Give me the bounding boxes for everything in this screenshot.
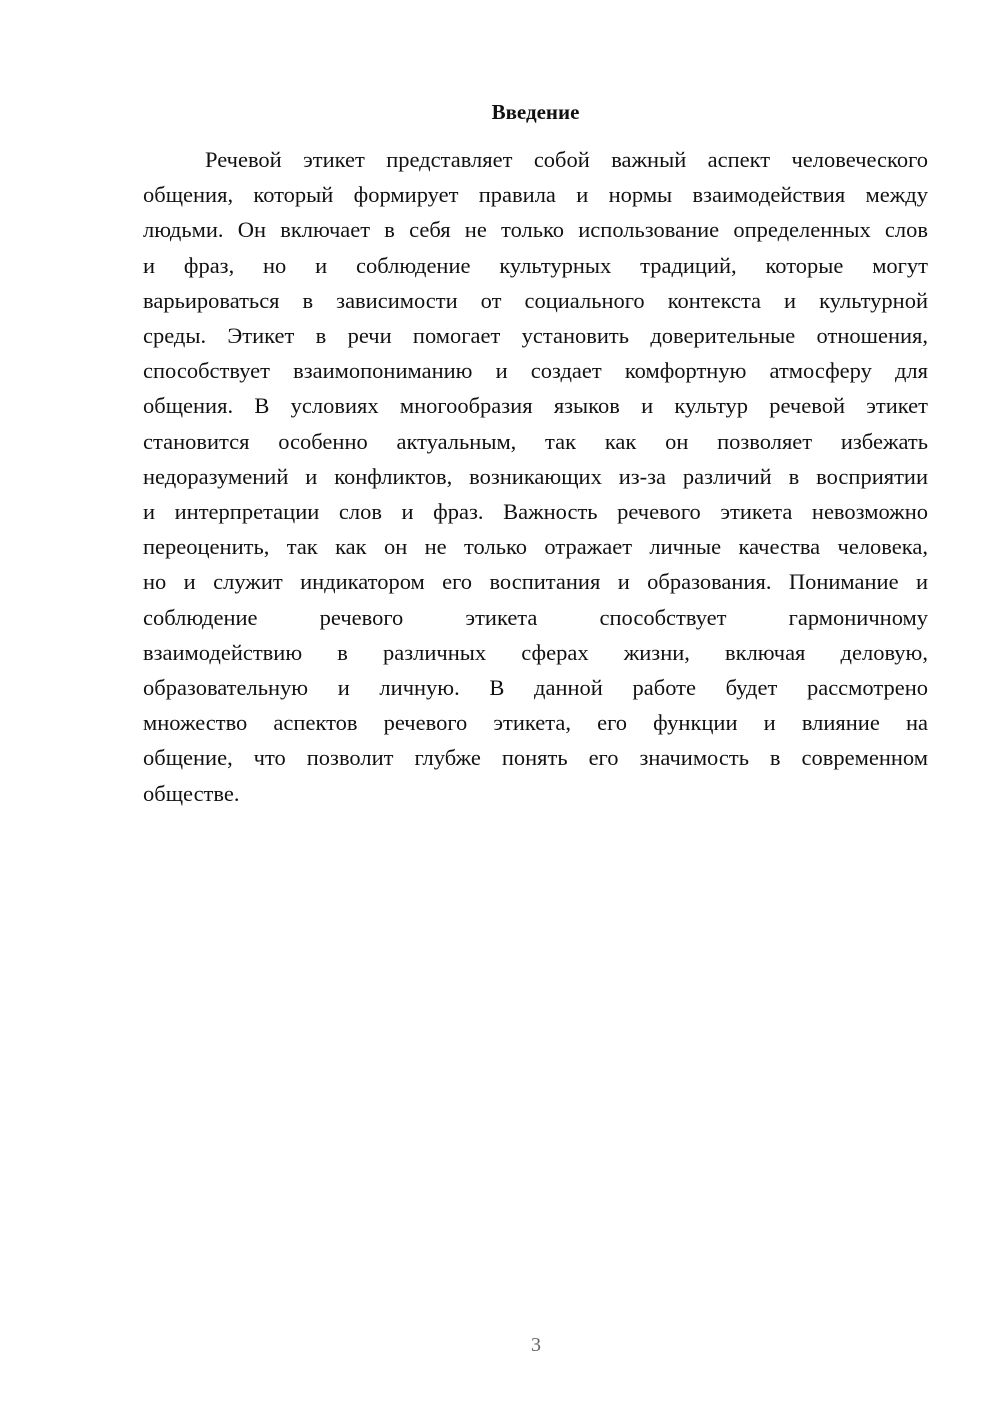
paragraph-line: людьми. Он включает в себя не только использование определенных слов: [143, 217, 928, 243]
paragraph-line: множество аспектов речевого этикета, его функции и влияние на: [143, 710, 928, 736]
paragraph-line: общения. В условиях многообразия языков и культур речевой этикет: [143, 393, 928, 419]
paragraph-line: общения, который формирует правила и нормы взаимодействия между: [143, 182, 928, 208]
paragraph-line: становится особенно актуальным, так как он позволяет избежать: [143, 428, 928, 454]
paragraph-line: но и служит индикатором его воспитания и образования. Понимание и: [143, 569, 928, 595]
page-number: 3: [531, 1334, 541, 1356]
paragraph-line: взаимодействию в различных сферах жизни, включая деловую,: [143, 639, 928, 665]
paragraph-line: среды. Этикет в речи помогает установить доверительные отношения,: [143, 323, 928, 349]
paragraph-line: соблюдение речевого этикета способствует гармоничному: [143, 604, 928, 630]
paragraph-line: и интерпретации слов и фраз. Важность речевого этикета невозможно: [143, 499, 928, 525]
paragraph-line: и фраз, но и соблюдение культурных традиций, которые могут: [143, 252, 928, 278]
paragraph-line: варьироваться в зависимости от социального контекста и культурной: [143, 287, 928, 313]
paragraph-line: Речевой этикет представляет собой важный аспект человеческого: [205, 147, 928, 172]
paragraph-line: способствует взаимопониманию и создает комфортную атмосферу для: [143, 358, 928, 384]
section-heading: Введение: [491, 100, 580, 124]
body-paragraph: [143, 142, 928, 811]
paragraph-line: образовательную и личную. В данной работе будет рассмотрено: [143, 675, 928, 701]
paragraph-line: обществе.: [143, 780, 240, 806]
paragraph-line: недоразумений и конфликтов, возникающих из-за различий в восприятии: [143, 463, 928, 489]
paragraph-line: переоценить, так как он не только отражает личные качества человека,: [143, 534, 928, 560]
paragraph-line: общение, что позволит глубже понять его значимость в современном: [143, 745, 928, 771]
